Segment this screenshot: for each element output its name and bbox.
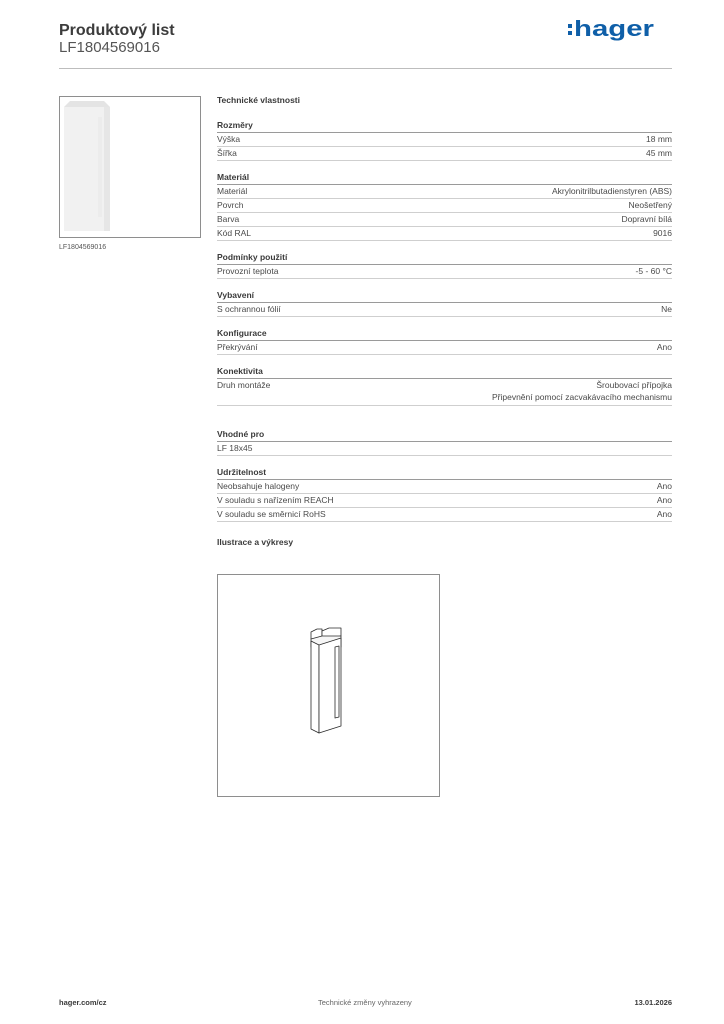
spec-label: Překrývání xyxy=(217,342,258,352)
group-title: Vybavení xyxy=(217,289,672,303)
spec-value: 45 mm xyxy=(646,148,672,158)
spec-value-multiline xyxy=(492,379,672,403)
spec-group-sustainability xyxy=(217,466,672,522)
spec-row xyxy=(217,442,672,456)
spec-row xyxy=(217,227,672,241)
spec-row xyxy=(217,213,672,227)
product-image-caption: LF1804569016 xyxy=(59,244,107,251)
illustrations-heading: Ilustrace a výkresy xyxy=(217,537,294,547)
spec-group-equipment xyxy=(217,289,672,317)
spec-row xyxy=(217,341,672,355)
group-title: Podmínky použití xyxy=(217,251,672,265)
group-title: Materiál xyxy=(217,171,672,185)
spec-group-material xyxy=(217,171,672,241)
spec-value: Ano xyxy=(656,495,672,505)
spec-value: 18 mm xyxy=(646,134,672,144)
spec-row xyxy=(217,185,672,199)
spec-label: Barva xyxy=(217,214,240,224)
spec-value-line: Šroubovací přípojka xyxy=(596,380,672,390)
group-title: Udržitelnost xyxy=(217,466,672,480)
spec-label: V souladu s nařízením REACH xyxy=(217,495,334,505)
spec-value: Ano xyxy=(656,342,672,352)
spec-value: -5 - 60 °C xyxy=(635,266,672,276)
footer-website: hager.com/cz xyxy=(59,998,107,1007)
logo-dot-top xyxy=(568,24,572,28)
spec-label: Provozní teplota xyxy=(217,266,279,276)
spec-row xyxy=(217,303,672,317)
spec-value: Neošetřený xyxy=(628,200,672,210)
spec-label: Šířka xyxy=(217,148,237,158)
spec-value: 9016 xyxy=(653,228,672,238)
hager-logo xyxy=(567,17,655,43)
spec-label: Materiál xyxy=(217,186,248,196)
spec-row xyxy=(217,480,672,494)
spec-label: Výška xyxy=(217,134,241,144)
spec-label: Neobsahuje halogeny xyxy=(217,481,300,491)
spec-value-line: Připevnění pomocí zacvakávacího mechanismu xyxy=(491,392,672,402)
spec-group-dimensions xyxy=(217,119,672,161)
technical-drawing xyxy=(217,574,440,797)
spec-group-connectivity xyxy=(217,365,672,406)
spec-value: Ano xyxy=(656,509,672,519)
spec-label: Kód RAL xyxy=(217,228,252,238)
product-image xyxy=(59,96,201,238)
spec-label: Povrch xyxy=(217,200,244,210)
spec-group-conditions xyxy=(217,251,672,279)
document-title: Produktový list xyxy=(59,22,175,39)
spec-value: Ano xyxy=(656,481,672,491)
spec-label: S ochrannou fólií xyxy=(217,304,281,314)
spec-group-configuration xyxy=(217,327,672,355)
spec-row xyxy=(217,265,672,279)
spec-label: Druh montáže xyxy=(217,380,271,390)
spec-group-suitable-for xyxy=(217,428,672,456)
technical-specs xyxy=(217,94,672,549)
group-title: Vhodné pro xyxy=(217,428,672,442)
footer-disclaimer: Technické změny vyhrazeny xyxy=(318,998,412,1007)
spec-value: Dopravní bílá xyxy=(621,214,672,224)
spec-row xyxy=(217,199,672,213)
drawing-outline xyxy=(311,628,341,733)
logo-dot-bottom xyxy=(568,31,572,35)
specs-heading: Technické vlastnosti xyxy=(217,95,300,105)
product-code: LF1804569016 xyxy=(59,39,160,56)
footer-date: 13.01.2026 xyxy=(634,998,672,1007)
group-title: Konfigurace xyxy=(217,327,672,341)
spec-row xyxy=(217,494,672,508)
spec-value: Akrylonitrilbutadienstyren (ABS) xyxy=(552,186,672,196)
logo-wordmark: hager xyxy=(574,17,655,41)
spec-row xyxy=(217,133,672,147)
spec-row xyxy=(217,508,672,522)
spec-row xyxy=(217,147,672,161)
spec-label: V souladu se směrnicí RoHS xyxy=(217,509,326,519)
spec-value: Ne xyxy=(661,304,672,314)
spec-label: LF 18x45 xyxy=(217,443,253,453)
group-title: Rozměry xyxy=(217,119,672,133)
spec-row xyxy=(217,379,672,406)
group-title: Konektivita xyxy=(217,365,672,379)
header-divider xyxy=(59,68,672,69)
